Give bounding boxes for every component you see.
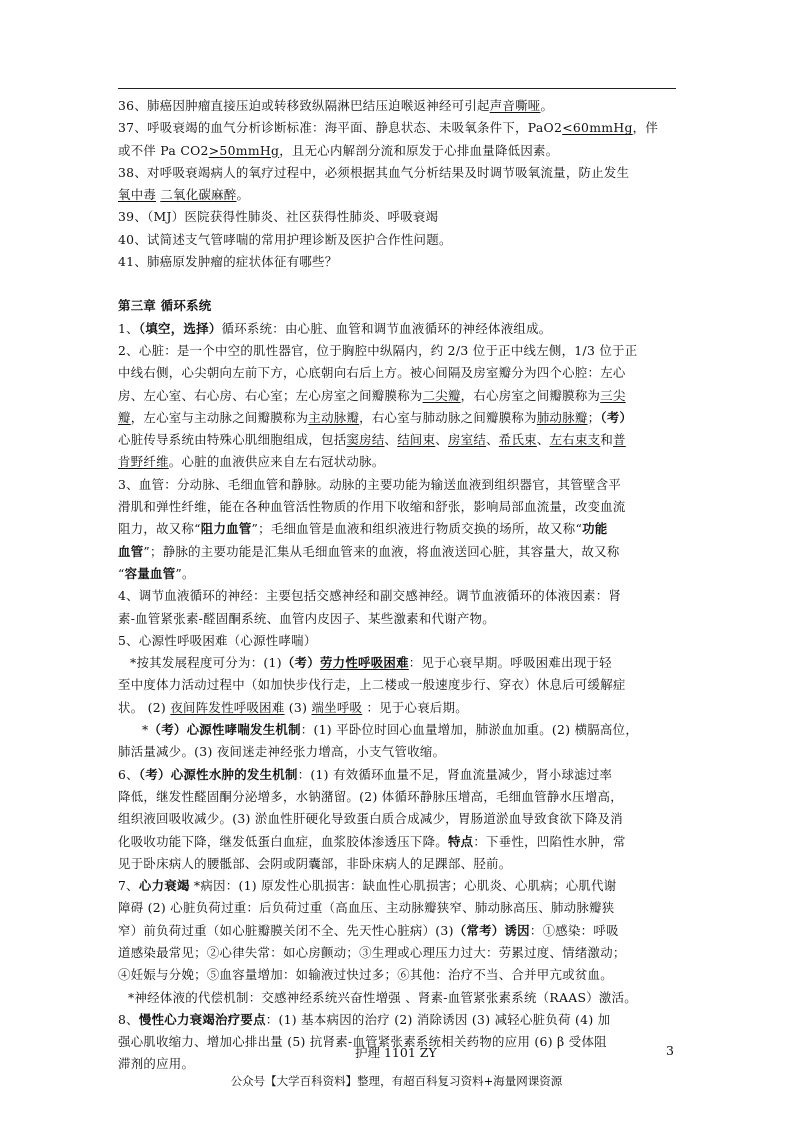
text-line [118,429,676,451]
emphasis-text: 劳力性呼吸困难 [319,655,409,671]
emphasis-text: 第三章 循环系统 [118,298,212,314]
underlined-term: >50mmHg [208,142,280,158]
underlined-term: 肺动脉瓣 [536,409,588,425]
text-run: *病因：(1) 原发性心肌损害：缺血性心肌损害；心肌炎、心肌病；心肌代谢 [189,878,617,894]
underlined-term: 三尖 [600,387,626,403]
underlined-term: 房室结 [448,432,487,448]
text-line [118,808,676,830]
text-line [118,496,676,518]
underlined-term: 主动脉瓣 [308,409,360,425]
text-run: ：(1) 基本病因的治疗 (2) 消除诱因 (3) 减轻心脏负荷 (4) 加 [265,1011,611,1027]
text-line [118,630,676,652]
footer-note: 公众号【大学百科资料】整理，有超百科复习资料+海量网课资源 [230,1074,563,1088]
text-run: 6、 [118,766,139,782]
text-run: ：(1) 平卧位时回心血量增加，肺淤血加重。(2) 横膈高位， [300,722,639,738]
text-line [118,140,676,162]
text-line [118,340,676,362]
text-line [118,229,676,251]
text-run: * [142,722,149,738]
text-run: 5、心源性呼吸困难（心源性哮喘） [118,632,317,648]
underlined-term: 声音嘶哑 [489,98,541,113]
text-line [118,1009,676,1031]
text-line [118,741,676,763]
text-line [118,184,676,206]
underlined-term: 普 [613,432,626,448]
text-run: ，右心室与肺动脉之间瓣膜称为 [359,409,537,425]
text-line [118,385,676,407]
text-line [118,942,676,964]
text-run: 心脏传导系统由特殊心肌细胞组成，包括 [118,432,347,448]
text-run: ：①感染：呼吸 [529,922,619,938]
underlined-term: 瓣 [118,409,131,425]
text-line [118,764,676,786]
text-run: 1、 [118,320,139,336]
text-run: 。心脏的血液供应来自左右冠状动脉。 [168,454,385,470]
text-run: 40、试简述支气管哮喘的常用护理诊断及医护合作性问题。 [118,231,452,247]
text-line [118,697,676,719]
text-run: (3) [284,699,312,715]
underlined-term: 夜间阵发性呼吸困难 [170,699,285,715]
text-run: 窄）前负荷过重（如心脏瓣膜关闭不全、先天性心脏病）(3) [118,922,454,938]
text-run: 房、左心室、右心房、右心室；左心房室之间瓣膜称为 [118,387,423,403]
text-run: ：见于心衰早期。呼吸困难出现于轻 [408,655,612,671]
text-run: 2、心脏：是一个中空的肌性器官，位于胸腔中纵隔内，约 2/3 位于正中线左侧，1/3 位于正 [118,342,638,358]
text-line [118,206,676,228]
emphasis-text: 慢性心力衰竭治疗要点 [138,1011,266,1027]
text-run: 至中度体力活动过程中（如加快步伐行走，上二楼或一般速度步行、穿衣）休息后可缓解症 [118,677,626,693]
underlined-term: 左右束支 [549,432,601,448]
underlined-term: 结间束 [397,432,436,448]
text-run: ”；毛细血管是血液和组织液进行物质交换的场所，故又称“ [251,521,583,537]
section-gap [118,273,676,295]
text-line [118,585,676,607]
text-run: 38、对呼吸衰竭病人的氧疗过程中，必须根据其血气分析结果及时调节吸氧流量，防止发生 [118,164,630,180]
page-body [118,95,676,1076]
text-line [118,318,676,340]
text-run: 7、 [118,878,139,894]
underlined-term: 希氏束 [498,432,537,448]
text-run: *神经体液的代偿机制：交感神经系统兴奋性增强 、肾素-血管紧张素系统（RAAS）激活。 [128,989,637,1005]
emphasis-text: （考） [281,655,320,671]
underlined-term: 二氧化碳麻醉 [160,187,237,203]
text-run: ”；静脉的主要功能是汇集从毛细血管来的血液，将血液送回心脏，其容量大，故又称 [143,543,620,559]
text-run: 37、呼吸衰竭的血气分析诊断标准：海平面、静息状态、未吸氧条件下，PaO2 [118,120,563,136]
page-number: 3 [666,1043,674,1058]
emphasis-text: （填空，选择） [138,320,222,336]
text-line [118,853,676,875]
text-run: 滞剂的应用。 [118,1056,195,1072]
emphasis-text: 血管 [118,543,144,559]
text-run: 41、肺癌原发肿瘤的症状体征有哪些？ [118,254,338,270]
text-run: 、 [486,432,499,448]
underlined-term: 二尖瓣 [422,387,461,403]
text-run: ：下垂性，凹陷性水肿，常 [473,833,626,849]
emphasis-text: （考）心源性水肿的发生机制 [138,766,298,782]
text-run: 降低，继发性醛固酮分泌增多，水钠潴留。(2) 体循环静脉压增高，毛细血管静水压增高， [118,788,623,804]
text-run: 障碍 (2) 心脏负荷过重：后负荷过重（高血压、主动脉瓣狭窄、肺动脉高压、肺动脉瓣狭 [118,900,615,916]
text-run: 。 [236,187,250,203]
text-run: “ [118,565,125,581]
text-line [118,474,676,496]
emphasis-text: 心力衰竭 [138,878,190,894]
underlined-term: 氧中毒 [118,187,157,203]
text-run: ：(1) 有效循环血量不足，肾血流量减少，肾小球滤过率 [297,766,613,782]
text-line [118,786,676,808]
underlined-term: 窦房结 [346,432,385,448]
emphasis-text: 阻力血管 [200,521,252,537]
text-line [118,362,676,384]
text-line [118,674,676,696]
emphasis-text: （考） [600,409,633,425]
text-run: 素-血管紧张素-醛固酮系统、血管内皮因子、某些激素和代谢产物。 [118,610,496,626]
header-rule [118,88,676,89]
text-line [118,541,676,563]
text-run: 、 [435,432,448,448]
text-run: ④妊娠与分娩；⑤血容量增加：如输液过快过多；⑥其他：治疗不当、合并甲亢或贫血。 [118,967,613,983]
text-run: 阻力，故又称“ [118,521,201,537]
text-run: 滑肌和弹性纤维，能在各种血管活性物质的作用下收缩和舒张，影响局部血流量，改变血流 [118,499,626,515]
text-line [118,451,676,473]
text-run: 3、血管：分动脉、毛细血管和静脉。动脉的主要功能为输送血液到组织器官，其管壁含平 [118,476,622,492]
text-line [118,162,676,184]
underlined-term: 肯野纤维 [118,454,169,470]
text-run: 强心肌收缩力、增加心排出量 (5) 抗肾素-血管紧张素系统相关药物的应用 (6) β 受体阻 [118,1034,607,1050]
text-run: 4、调节血液循环的神经：主要包括交感神经和副交感神经。调节血液循环的体液因素：肾 [118,588,622,604]
text-run: ，伴 [632,120,659,136]
text-run: 循环系统：由心脏、血管和调节血液循环的神经体液组成。 [221,320,552,336]
text-run: 、 [384,432,398,448]
text-run: ”。 [175,565,195,581]
text-run: 36、肺癌因肿瘤直接压迫或转移致纵隔淋巴结压迫喉返神经可引起 [118,98,490,113]
emphasis-text: （常考）诱因 [453,922,530,938]
text-run: ； [587,409,601,425]
text-line [118,608,676,630]
text-line [118,875,676,897]
text-line [118,831,676,853]
text-line [118,920,676,942]
text-run: ：见于心衰后期。 [362,699,468,715]
footer-class-label: 护理 1101 ZY [355,1045,437,1060]
text-run: *按其发展程度可分为：(1) [130,655,282,671]
text-line [118,964,676,986]
text-run: ，且无心内解剖分流和原发于心排血量降低因素。 [279,142,559,158]
text-run: 和 [600,432,614,448]
text-run: 状。 (2) [118,699,171,715]
text-run: ，左心室与主动脉之间瓣膜称为 [130,409,309,425]
text-line [118,117,676,139]
text-run: 、 [536,432,550,448]
text-run: 8、 [118,1011,139,1027]
text-line [118,987,676,1009]
text-run: 。 [540,98,554,113]
text-line [118,251,676,273]
emphasis-text: 功能 [582,521,608,537]
text-run: 见于卧床病人的腰骶部、会阴或阴囊部，非卧床病人的足踝部、胫前。 [118,855,512,871]
text-line [118,95,676,117]
text-run: 组织液回吸收减少。(3) 淤血性肝硬化导致蛋白质合成减少，胃肠道淤血导致食欲下降及消 [118,811,623,827]
emphasis-text: （考）心源性哮喘发生机制 [148,722,301,738]
text-line [118,719,676,741]
text-run: 中线右侧，心尖朝向左前下方，心底朝向右后上方。被心间隔及房室瓣分为四个心腔：左心 [118,365,626,381]
text-run: ，右心房室之间瓣膜称为 [460,387,601,403]
text-line [118,518,676,540]
text-line [118,652,676,674]
underlined-term: 端坐呼吸 [311,699,363,715]
text-run: 或不伴 Pa CO2 [118,142,209,158]
underlined-term: <60mmHg [562,120,633,136]
emphasis-text: 特点 [447,833,474,849]
text-run: 39、（MJ）医院获得性肺炎、社区获得性肺炎、呼吸衰竭 [118,209,439,225]
text-line [118,295,676,317]
text-line [118,407,676,429]
text-run: 化吸收功能下降，继发低蛋白血症，血浆胶体渗透压下降。 [118,833,448,849]
text-line [118,563,676,585]
emphasis-text: 容量血管 [124,565,176,581]
text-run: 道感染最常见；②心律失常：如心房颤动；③生理或心理压力过大：劳累过度、情绪激动； [118,944,626,960]
text-line [118,897,676,919]
text-run: 肺活量减少。(3) 夜间迷走神经张力增高，小支气管收缩。 [118,744,446,760]
